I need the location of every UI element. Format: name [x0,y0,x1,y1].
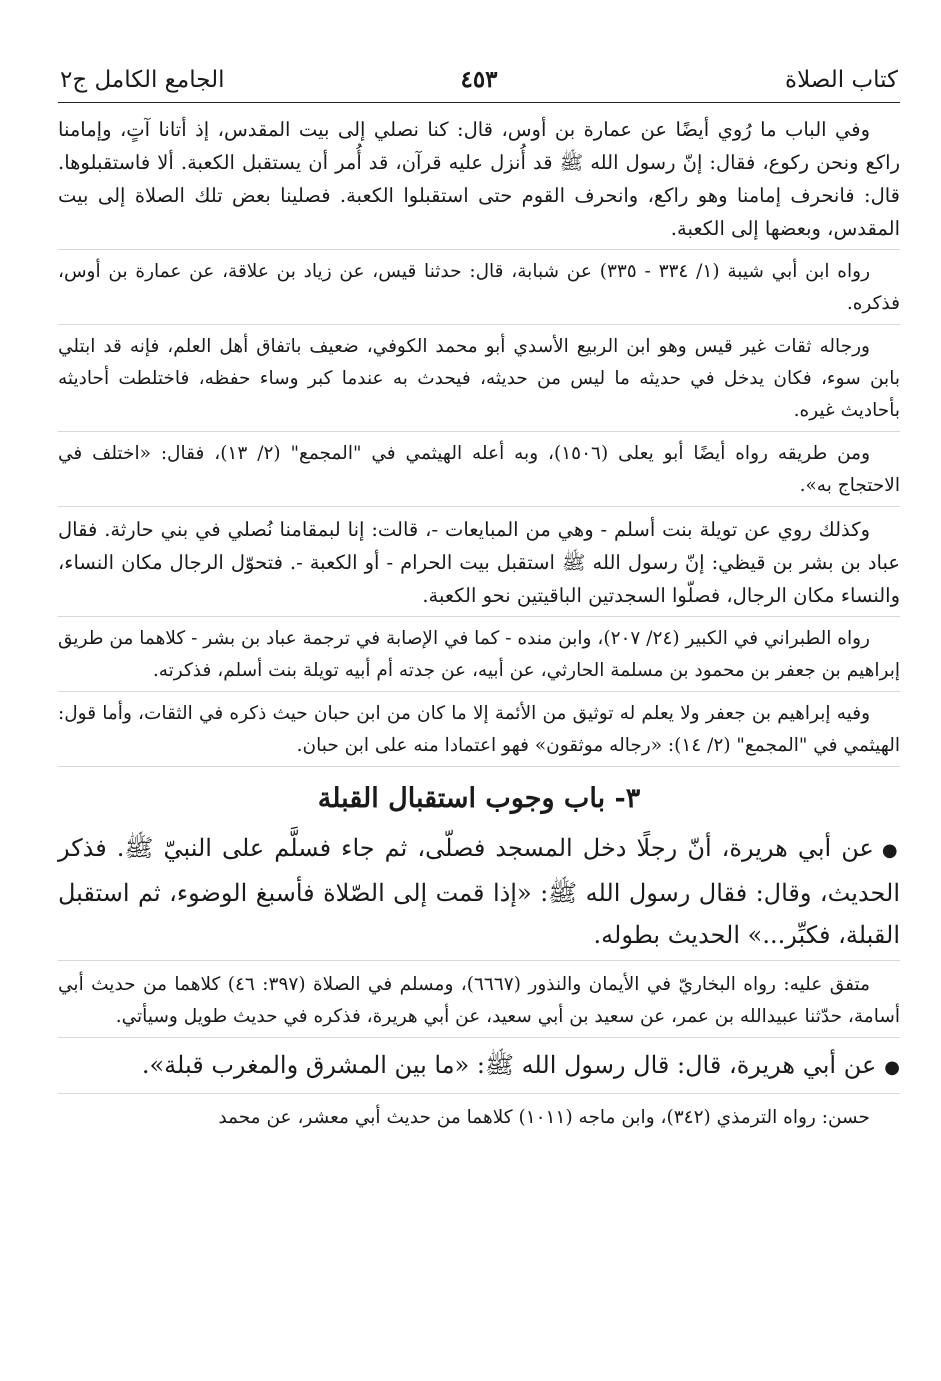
hadith-text [58,1044,900,1094]
paragraph-ammara-narration: وفي الباب ما رُوي أيضًا عن عمارة بن أوس، قال: كنا نصلي إلى بيت المقدس، إذ أتانا آتٍ، وإمامنا راكع ونحن ركوع، فقال: إنّ رسول الله ﷺ قد أُنزل عليه قرآن، قد أُمر أن يستقبل الكعبة. ألا فاستقبلوها. قال: فانحرف إمامنا وهو راكع، وانحرف القوم حتى استقبلوا الكعبة. فصلينا بعض تلك الصلاة إلى بيت المقدس، وبعضها إلى الكعبة. [58,113,900,250]
paragraph-muttafaq-alayh: متفق عليه: رواه البخاريّ في الأيمان والنذور (٦٦٦٧)، ومسلم في الصلاة (٣٩٧: ٤٦) كلاهما من حديث أبي أسامة، حدّثنا عبيدالله بن عمر، عن سعيد بن أبي سعيد، عن أبي هريرة، فذكره في حديث طويل وسيأتي. [58,969,900,1038]
book-title: الجامع الكامل ج٢ [60,67,225,93]
running-header [58,58,900,103]
bullet-icon: ● [884,1057,900,1078]
page-number: ٤٥٣ [460,66,498,93]
page-body [58,113,900,1138]
paragraph-abu-yala: ومن طريقه رواه أيضًا أبو يعلى (١٥٠٦)، وبه أعله الهيثمي في "المجمع" (٢/ ١٣)، فقال: «اختلف في الاحتجاج به». [58,438,900,507]
bullet-icon: ● [881,840,900,861]
book-page [58,58,900,1358]
chapter-title: كتاب الصلاة [785,67,898,93]
hadith-body: عن أبي هريرة، أنّ رجلًا دخل المسجد فصلّى، ثم جاء فسلَّم على النبيّ ﷺ. فذكر الحديث، وقال: فقال رسول الله ﷺ: «إذا قمت إلى الصّلاة فأسبغ الوضوء، ثم استقبل القبلة، فكبِّر...» الحديث بطوله. [58,834,900,949]
paragraph-hasan-grading: حسن: رواه الترمذي (٣٤٢)، وابن ماجه (١٠١١) كلاهما من حديث أبي معشر، عن محمد [218,1107,870,1128]
hadith-body: عن أبي هريرة، قال: قال رسول الله ﷺ: «ما بين المشرق والمغرب قبلة». [141,1051,877,1079]
section-heading: ٣- باب وجوب استقبال القبلة [317,783,641,814]
paragraph-tuwaylah-narration: وكذلك روي عن تويلة بنت أسلم - وهي من المبايعات -، قالت: إنا لبمقامنا نُصلي في بني حارثة. فقال عباد بن بشر بن قيظي: إنّ رسول الله ﷺ استقبل بيت الحرام - أو الكعبة -. فتحوّل الرجال مكان النساء، والنساء مكان الرجال، فصلّوا السجدتين الباقيتين نحو الكعبة. [58,513,900,617]
hadith-text [58,827,900,961]
paragraph-ibn-abi-shaybah: رواه ابن أبي شيبة (١/ ٣٣٤ - ٣٣٥) عن شبابة، قال: حدثنا قيس، عن زياد بن علاقة، عن عمارة بن أوس، فذكره. [58,256,900,325]
paragraph-ibrahim-ibn-jafar: وفيه إبراهيم بن جعفر ولا يعلم له توثيق من الأئمة إلا ما كان من ابن حبان حيث ذكره في الثقات، وأما قول: الهيثمي في "المجمع" (٢/ ١٤): «رجاله موثقون» فهو اعتمادا منه على ابن حبان. [58,698,900,767]
paragraph-narrators-assessment: ورجاله ثقات غير قيس وهو ابن الربيع الأسدي أبو محمد الكوفي، ضعيف باتفاق أهل العلم، فإنه قد ابتلي بابن سوء، فكان يدخل في حديثه ما ليس من حديثه، فيحدث به عندما كبر وساء حفظه، فاختلطت أحاديثه بأحاديث غيره. [58,331,900,432]
paragraph-tabarani: رواه الطبراني في الكبير (٢٤/ ٢٠٧)، وابن منده - كما في الإصابة في ترجمة عباد بن بشر - كلاهما من طريق إبراهيم بن جعفر بن محمود بن مسلمة الحارثي، عن أبيه، عن جدته أم أبيه تويلة بنت أسلم، فذكرته. [58,623,900,692]
